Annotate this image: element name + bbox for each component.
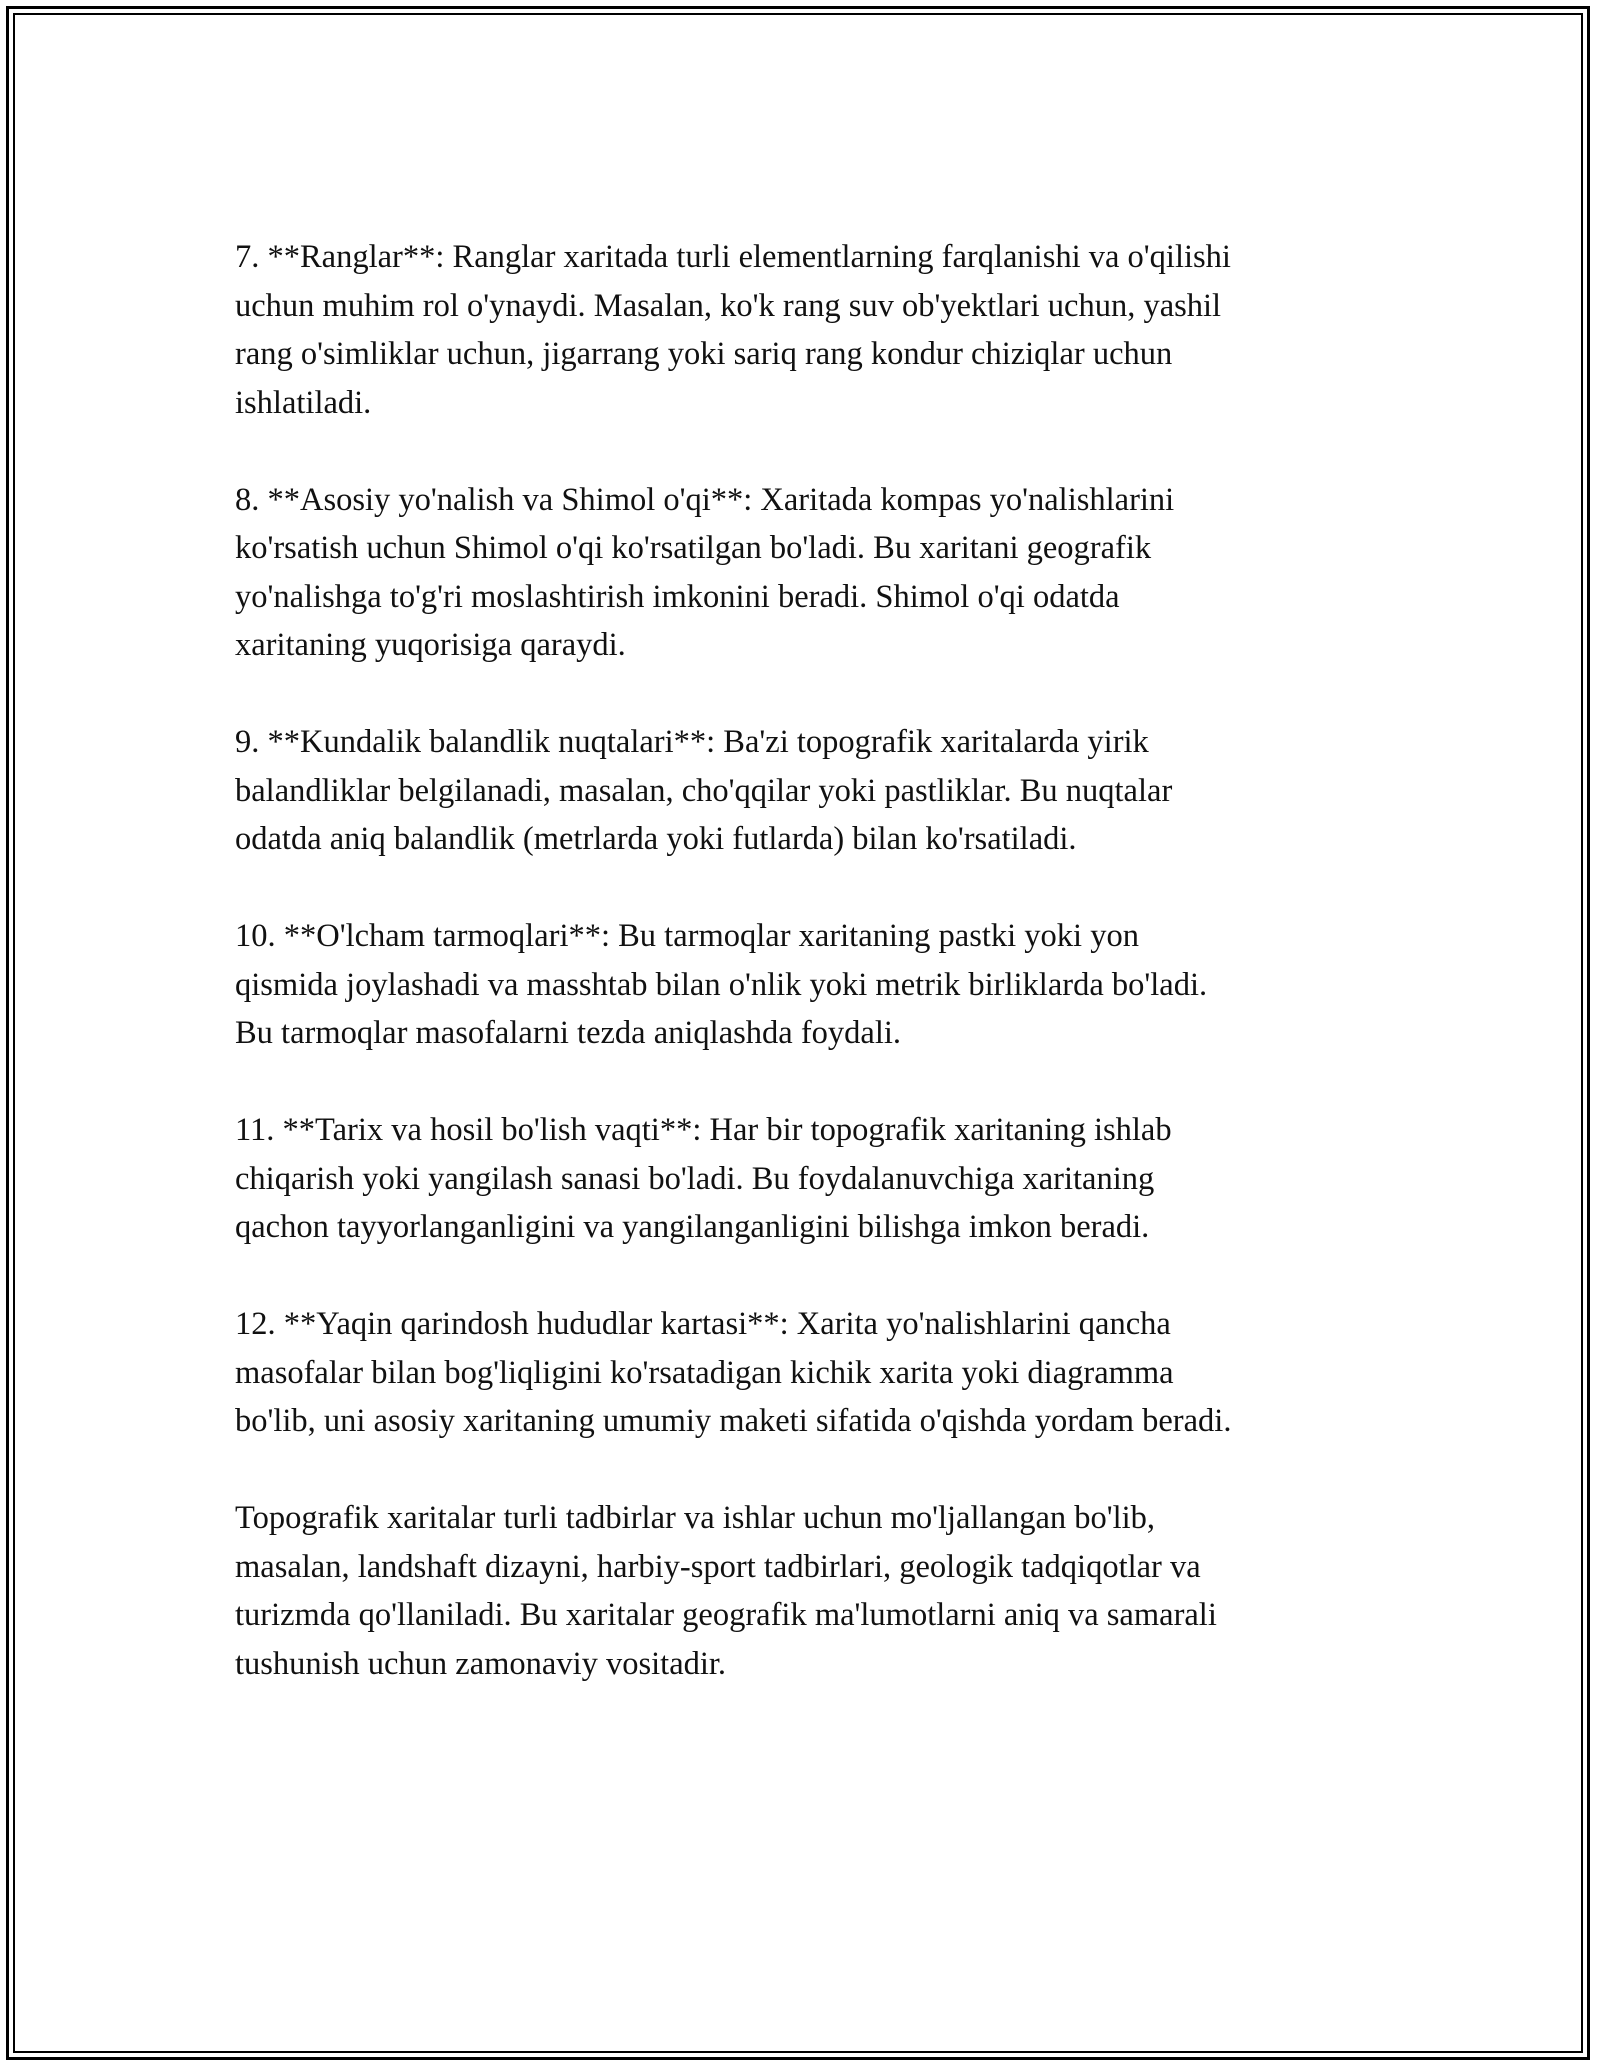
- paragraph-scale-bars: 10. **O'lcham tarmoqlari**: Bu tarmoqlar xaritaning pastki yoki yon qismida joylashadi va masshtab bilan o'nlik yoki metrik birliklarda bo'ladi. Bu tarmoqlar masofalarni tezda aniqlashda foydali.: [235, 918, 1208, 1051]
- paragraph-colors: 7. **Ranglar**: Ranglar xaritada turli elementlarning farqlanishi va o'qilishi uchun muhim rol o'ynaydi. Masalan, ko'k rang suv ob'yektlari uchun, yashil rang o'simliklar uchun, jigarrang yoki sariq rang kondur chiziqlar uchun ishlatiladi.: [235, 239, 1231, 421]
- paragraph-conclusion: Topografik xaritalar turli tadbirlar va ishlar uchun mo'ljallangan bo'lib, masalan, landshaft dizayni, harbiy-sport tadbirlari, geologik tadqiqotlar va turizmda qo'llaniladi. Bu xaritalar geografik ma'lumotlarni aniq va samarali tushunish uchun zamonaviy vositadir.: [235, 1500, 1217, 1682]
- document-body: [235, 233, 1375, 1737]
- paragraph-north-arrow: 8. **Asosiy yo'nalish va Shimol o'qi**: Xaritada kompas yo'nalishlarini ko'rsatish uchun Shimol o'qi ko'rsatilgan bo'ladi. Bu xaritani geografik yo'nalishga to'g'ri moslashtirish imkonini beradi. Shimol o'qi odatda xaritaning yuqorisiga qaraydi.: [235, 481, 1175, 663]
- paragraph-adjoining-areas: 12. **Yaqin qarindosh hududlar kartasi**: Xarita yo'nalishlarini qancha masofalar bilan bog'liqligini ko'rsatadigan kichik xarita yoki diagramma bo'lib, uni asosiy xaritaning umumiy maketi sifatida o'qishda yordam beradi.: [235, 1306, 1232, 1439]
- paragraph-date-of-issue: 11. **Tarix va hosil bo'lish vaqti**: Har bir topografik xaritaning ishlab chiqarish yoki yangilash sanasi bo'ladi. Bu foydalanuvchiga xaritaning qachon tayyorlanganligini va yangilanganligini bilishga imkon beradi.: [235, 1112, 1172, 1245]
- paragraph-elevation-points: 9. **Kundalik balandlik nuqtalari**: Ba'zi topografik xaritalarda yirik balandliklar belgilanadi, masalan, cho'qqilar yoki pastliklar. Bu nuqtalar odatda aniq balandlik (metrlarda yoki futlarda) bilan ko'rsatiladi.: [235, 724, 1173, 857]
